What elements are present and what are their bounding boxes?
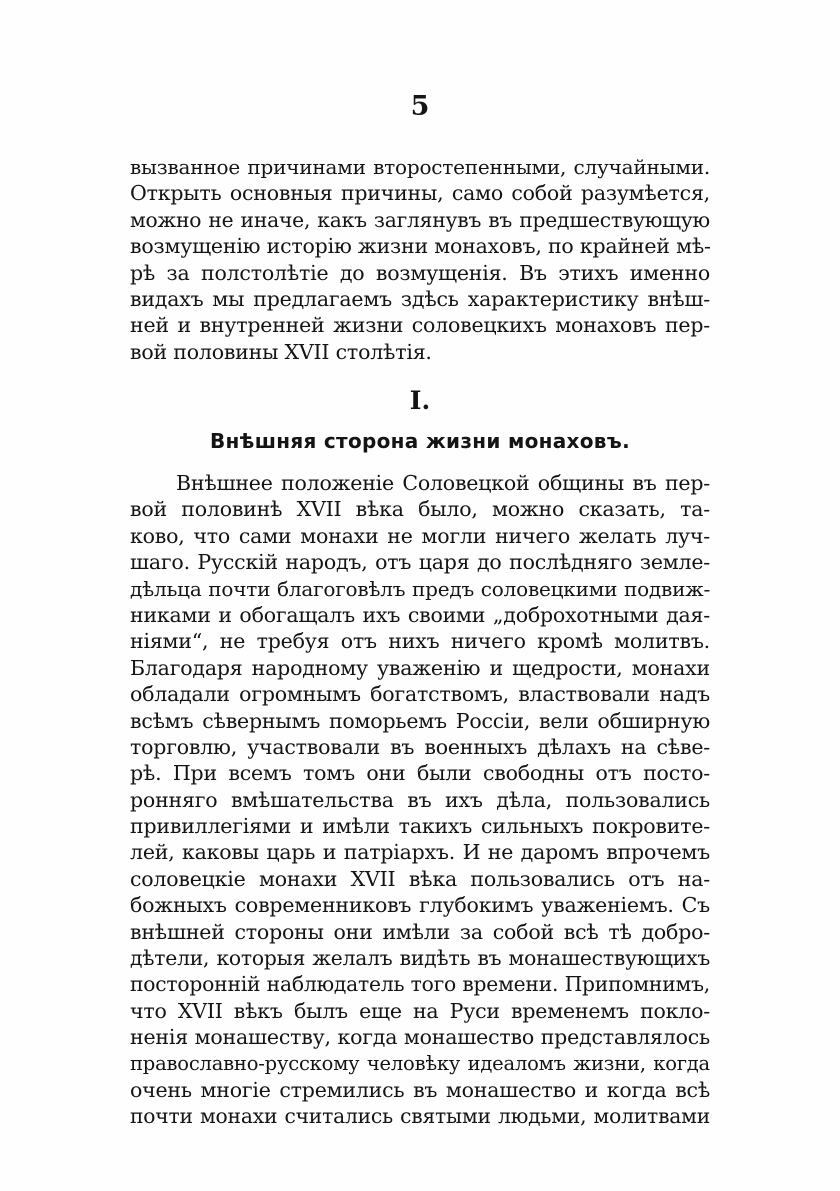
text-line: привиллегіями и имѣли такихъ сильныхъ покровите- — [130, 814, 710, 839]
text-line: внѣшней стороны они имѣли за собой всѣ тѣ добро- — [130, 919, 710, 944]
text-line: ніями“, не требуя отъ нихъ ничего кромѣ молитвъ. — [130, 629, 710, 654]
body-paragraph — [130, 470, 710, 1130]
text-line: Открыть основныя причины, само собой разумѣется, — [130, 181, 710, 206]
text-line: дѣльца почти благоговѣлъ предъ соловецкими подвиж- — [130, 576, 710, 601]
section-number: I. — [409, 386, 431, 415]
section-title: Внѣшняя сторона жизни монаховъ. — [210, 429, 630, 453]
text-line: что XVII вѣкъ былъ еще на Руси временемъ покло- — [130, 998, 710, 1023]
text-line: божныхъ современниковъ глубокимъ уваженіемъ. Съ — [130, 893, 710, 918]
text-line: никами и обогащалъ ихъ своими „доброхотными дая- — [130, 602, 710, 627]
text-line: очень многіе стремились въ монашество и когда всѣ — [130, 1077, 710, 1102]
text-line: ронняго вмѣшательства въ ихъ дѣла, пользовались — [130, 787, 710, 812]
text-line: можно не иначе, какъ заглянувъ въ предшествующую — [130, 207, 710, 232]
text-line: православно-русскому человѣку идеаломъ жизни, когда — [130, 1051, 710, 1075]
text-line: ней и внутренней жизни соловецкихъ монаховъ пер- — [130, 313, 710, 338]
text-line: рѣ. При всемъ томъ они были свободны отъ посто- — [130, 761, 710, 786]
text-line: дѣтели, которыя желалъ видѣть въ монашествующихъ — [130, 946, 710, 971]
text-line: возмущенію исторію жизни монаховъ, по крайней мѣ- — [130, 234, 711, 259]
text-line: торговлю, участвовали въ военныхъ дѣлахъ на сѣве- — [130, 734, 710, 759]
text-line: соловецкіе монахи XVII вѣка пользовались отъ на- — [130, 866, 710, 891]
text-line: шаго. Русскій народъ, отъ царя до послѣдняго земле- — [130, 550, 710, 575]
text-line: ково, что сами монахи не могли ничего желать луч- — [130, 523, 710, 548]
text-line: рѣ за полстолѣтіе до возмущенія. Въ этихъ именно — [130, 260, 710, 285]
text-line: вой половинѣ XVII вѣка было, можно сказать, та- — [130, 497, 710, 522]
text-line: вой половины XVII столѣтія. — [130, 339, 432, 364]
text-line: обладали огромнымъ богатствомъ, властвовали надъ — [130, 682, 710, 707]
intro-paragraph — [130, 154, 710, 365]
text-line: посторонній наблюдатель того времени. Припомнимъ, — [130, 972, 710, 997]
text-line: Благодаря народному уваженію и щедрости, монахи — [130, 655, 710, 680]
text-line: Внѣшнее положеніе Соловецкой общины въ пер- — [176, 471, 710, 495]
text-line: всѣмъ сѣвернымъ поморьемъ Россіи, вели обширную — [130, 708, 710, 733]
page-number: 5 — [410, 91, 430, 122]
text-line: лей, каковы царь и патріархъ. И не даромъ впрочемъ — [130, 840, 710, 865]
text-line: вызванное причинами второстепенными, случайными. — [130, 155, 710, 179]
text-line: почти монахи считались святыми людьми, молитвами — [130, 1104, 710, 1129]
text-line: ненія монашеству, когда монашество представлялось — [130, 1025, 710, 1050]
text-line: видахъ мы предлагаемъ здѣсь характеристику внѣш- — [130, 286, 710, 311]
